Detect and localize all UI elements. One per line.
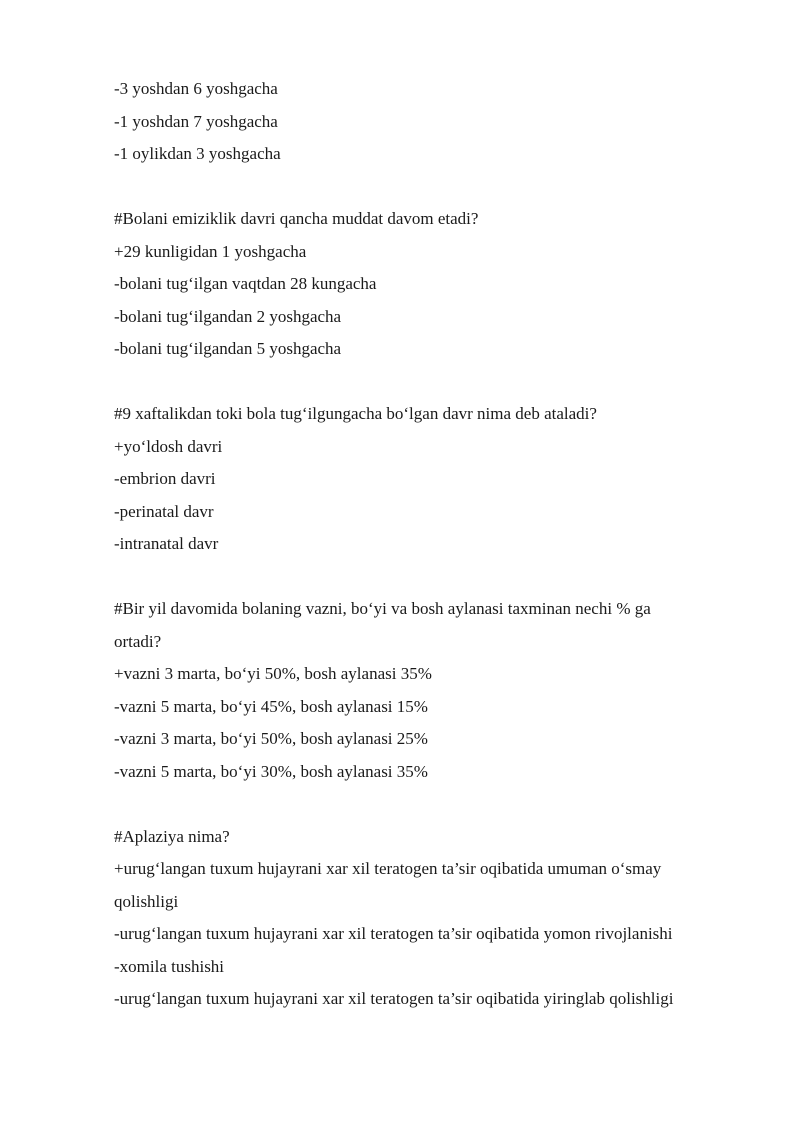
answer-option: -perinatal davr bbox=[114, 501, 214, 521]
question-block-0 bbox=[114, 73, 754, 171]
answer-option: -vazni 5 marta, bo‘yi 45%, bosh aylanasi 15% bbox=[114, 696, 428, 716]
answer-option: -1 yoshdan 7 yoshgacha bbox=[114, 111, 278, 131]
question-text: #Bolani emiziklik davri qancha muddat davom etadi? bbox=[114, 209, 479, 228]
document-content bbox=[114, 73, 754, 1016]
paragraph-gap bbox=[114, 171, 754, 204]
answer-option: +yo‘ldosh davri bbox=[114, 436, 223, 456]
answer-option: -embrion davri bbox=[114, 469, 216, 488]
answer-option: -bolani tug‘ilgandan 5 yoshgacha bbox=[114, 339, 342, 358]
answer-option: -urug‘langan tuxum hujayrani xar xil teratogen ta’sir oqibatida yomon rivojlanishi bbox=[114, 924, 673, 943]
question-block-3 bbox=[114, 593, 754, 788]
answer-option-continued: qolishligi bbox=[114, 891, 179, 911]
answer-option: -3 yoshdan 6 yoshgacha bbox=[114, 79, 278, 98]
answer-option: -vazni 3 marta, bo‘yi 50%, bosh aylanasi 25% bbox=[114, 729, 428, 748]
question-block-1 bbox=[114, 203, 754, 366]
question-text: #Aplaziya nima? bbox=[114, 826, 230, 846]
answer-option: +29 kunligidan 1 yoshgacha bbox=[114, 241, 307, 261]
answer-option: -intranatal davr bbox=[114, 534, 219, 553]
answer-option: -bolani tug‘ilgandan 2 yoshgacha bbox=[114, 306, 342, 326]
answer-option: -bolani tug‘ilgan vaqtdan 28 kungacha bbox=[114, 274, 377, 293]
question-block-2 bbox=[114, 398, 754, 561]
question-text: #Bir yil davomida bolaning vazni, bo‘yi va bosh aylanasi taxminan nechi % ga bbox=[114, 599, 651, 618]
answer-option: -vazni 5 marta, bo‘yi 30%, bosh aylanasi 35% bbox=[114, 761, 428, 781]
question-text-continued: ortadi? bbox=[114, 631, 162, 651]
paragraph-gap bbox=[114, 366, 754, 399]
paragraph-gap bbox=[114, 788, 754, 821]
question-text: #9 xaftalikdan toki bola tug‘ilgungacha bo‘lgan davr nima deb ataladi? bbox=[114, 404, 597, 423]
answer-option: +urug‘langan tuxum hujayrani xar xil teratogen ta’sir oqibatida umuman o‘smay bbox=[114, 859, 662, 878]
question-block-4 bbox=[114, 821, 754, 1016]
answer-option: -1 oylikdan 3 yoshgacha bbox=[114, 144, 281, 163]
answer-option: -xomila tushishi bbox=[114, 956, 225, 976]
paragraph-gap bbox=[114, 561, 754, 594]
answer-option: -urug‘langan tuxum hujayrani xar xil teratogen ta’sir oqibatida yiringlab qolishligi bbox=[114, 989, 674, 1008]
answer-option: +vazni 3 marta, bo‘yi 50%, bosh aylanasi 35% bbox=[114, 664, 432, 683]
